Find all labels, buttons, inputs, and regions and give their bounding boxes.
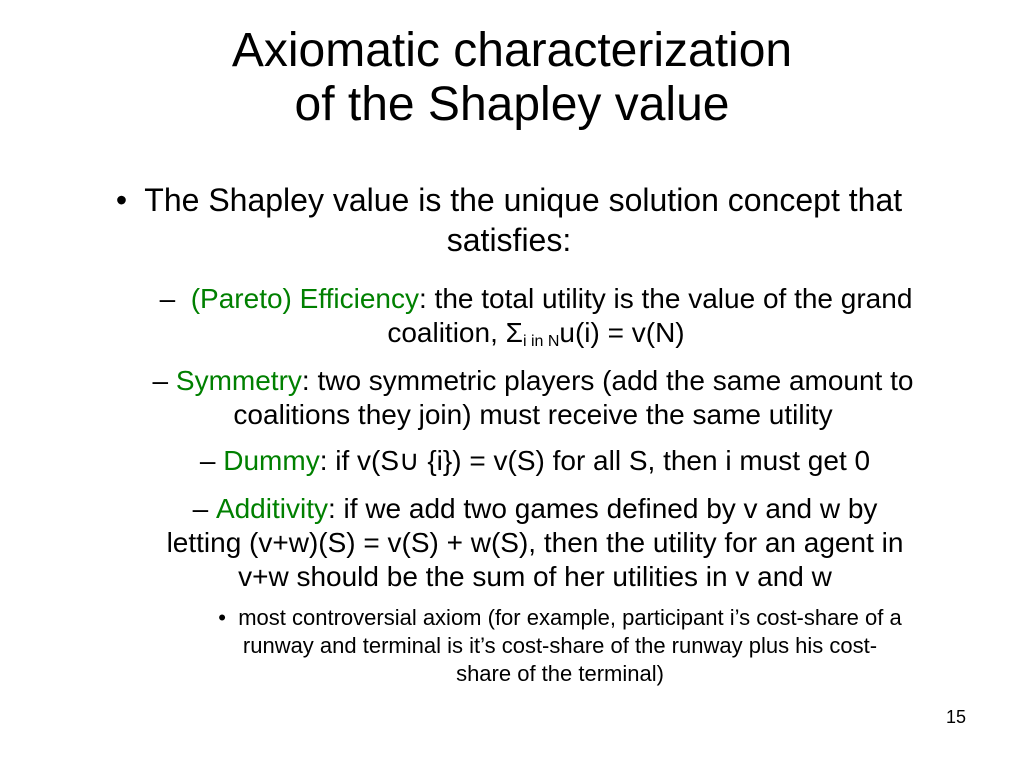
axiom-efficiency (70, 282, 1002, 350)
axiom-additivity-line-2: letting (v+w)(S) = v(S) + w(S), then the utility for an agent in (166, 527, 904, 558)
dash-marker: – (199, 445, 216, 476)
main-bullet (14, 180, 1004, 260)
axiom-symmetry-line-1 (58, 364, 1008, 398)
dash-marker: – (152, 365, 169, 396)
axiom-dummy-line-1 (60, 444, 1010, 478)
axiom-efficiency-formula-subscript: i in N (522, 333, 560, 350)
axiom-efficiency-text-1: : the total utility is the value of the grand (418, 283, 913, 314)
sub-note-line-1 (112, 604, 1008, 632)
axiom-dummy (60, 444, 1010, 478)
main-bullet-line-2: satisfies: (446, 222, 572, 258)
axiom-additivity (60, 492, 1010, 594)
axiom-additivity-line-3: v+w should be the sum of her utilities in v and w (238, 561, 832, 592)
slide-title-line-2: of the Shapley value (294, 78, 730, 131)
axiom-additivity-name: Additivity (215, 493, 328, 524)
axiom-efficiency-name: (Pareto) Efficiency (190, 283, 419, 314)
main-bullet-line-1 (14, 180, 1004, 220)
axiom-efficiency-line-1 (70, 282, 1002, 316)
dash-marker: – (192, 493, 209, 524)
axiom-additivity-line-1 (60, 492, 1010, 526)
axiom-symmetry-name: Symmetry (175, 365, 302, 396)
sub-note (112, 604, 1008, 688)
slide-title (0, 24, 1024, 132)
axiom-symmetry-text-1: : two symmetric players (add the same amount to (301, 365, 914, 396)
bullet-marker: • (115, 182, 128, 218)
axiom-dummy-text-1: : if v(S∪ {i}) = v(S) for all S, then i must get 0 (319, 445, 871, 476)
axiom-efficiency-formula-end: u(i) = v(N) (559, 317, 685, 348)
sub-note-line-3: share of the terminal) (456, 661, 664, 686)
axiom-symmetry (58, 364, 1008, 432)
axiom-symmetry-line-2: coalitions they join) must receive the same utility (233, 399, 833, 430)
axiom-dummy-name: Dummy (223, 445, 320, 476)
slide-title-line-1: Axiomatic characterization (231, 24, 793, 77)
note-bullet-marker: • (218, 605, 226, 630)
dash-marker: – (159, 283, 176, 314)
sub-note-line-2: runway and terminal is it’s cost-share of the runway plus his cost- (242, 633, 878, 658)
axiom-efficiency-formula-start: coalition, Σ (387, 317, 523, 348)
axiom-additivity-text-1: : if we add two games defined by v and w by (327, 493, 878, 524)
axiom-efficiency-line-2 (70, 316, 1002, 350)
slide-number: 15 (945, 707, 967, 727)
main-bullet-text-1: The Shapley value is the unique solution concept that (144, 182, 903, 218)
sub-note-text-1: most controversial axiom (for example, participant i’s cost-share of a (238, 605, 902, 630)
